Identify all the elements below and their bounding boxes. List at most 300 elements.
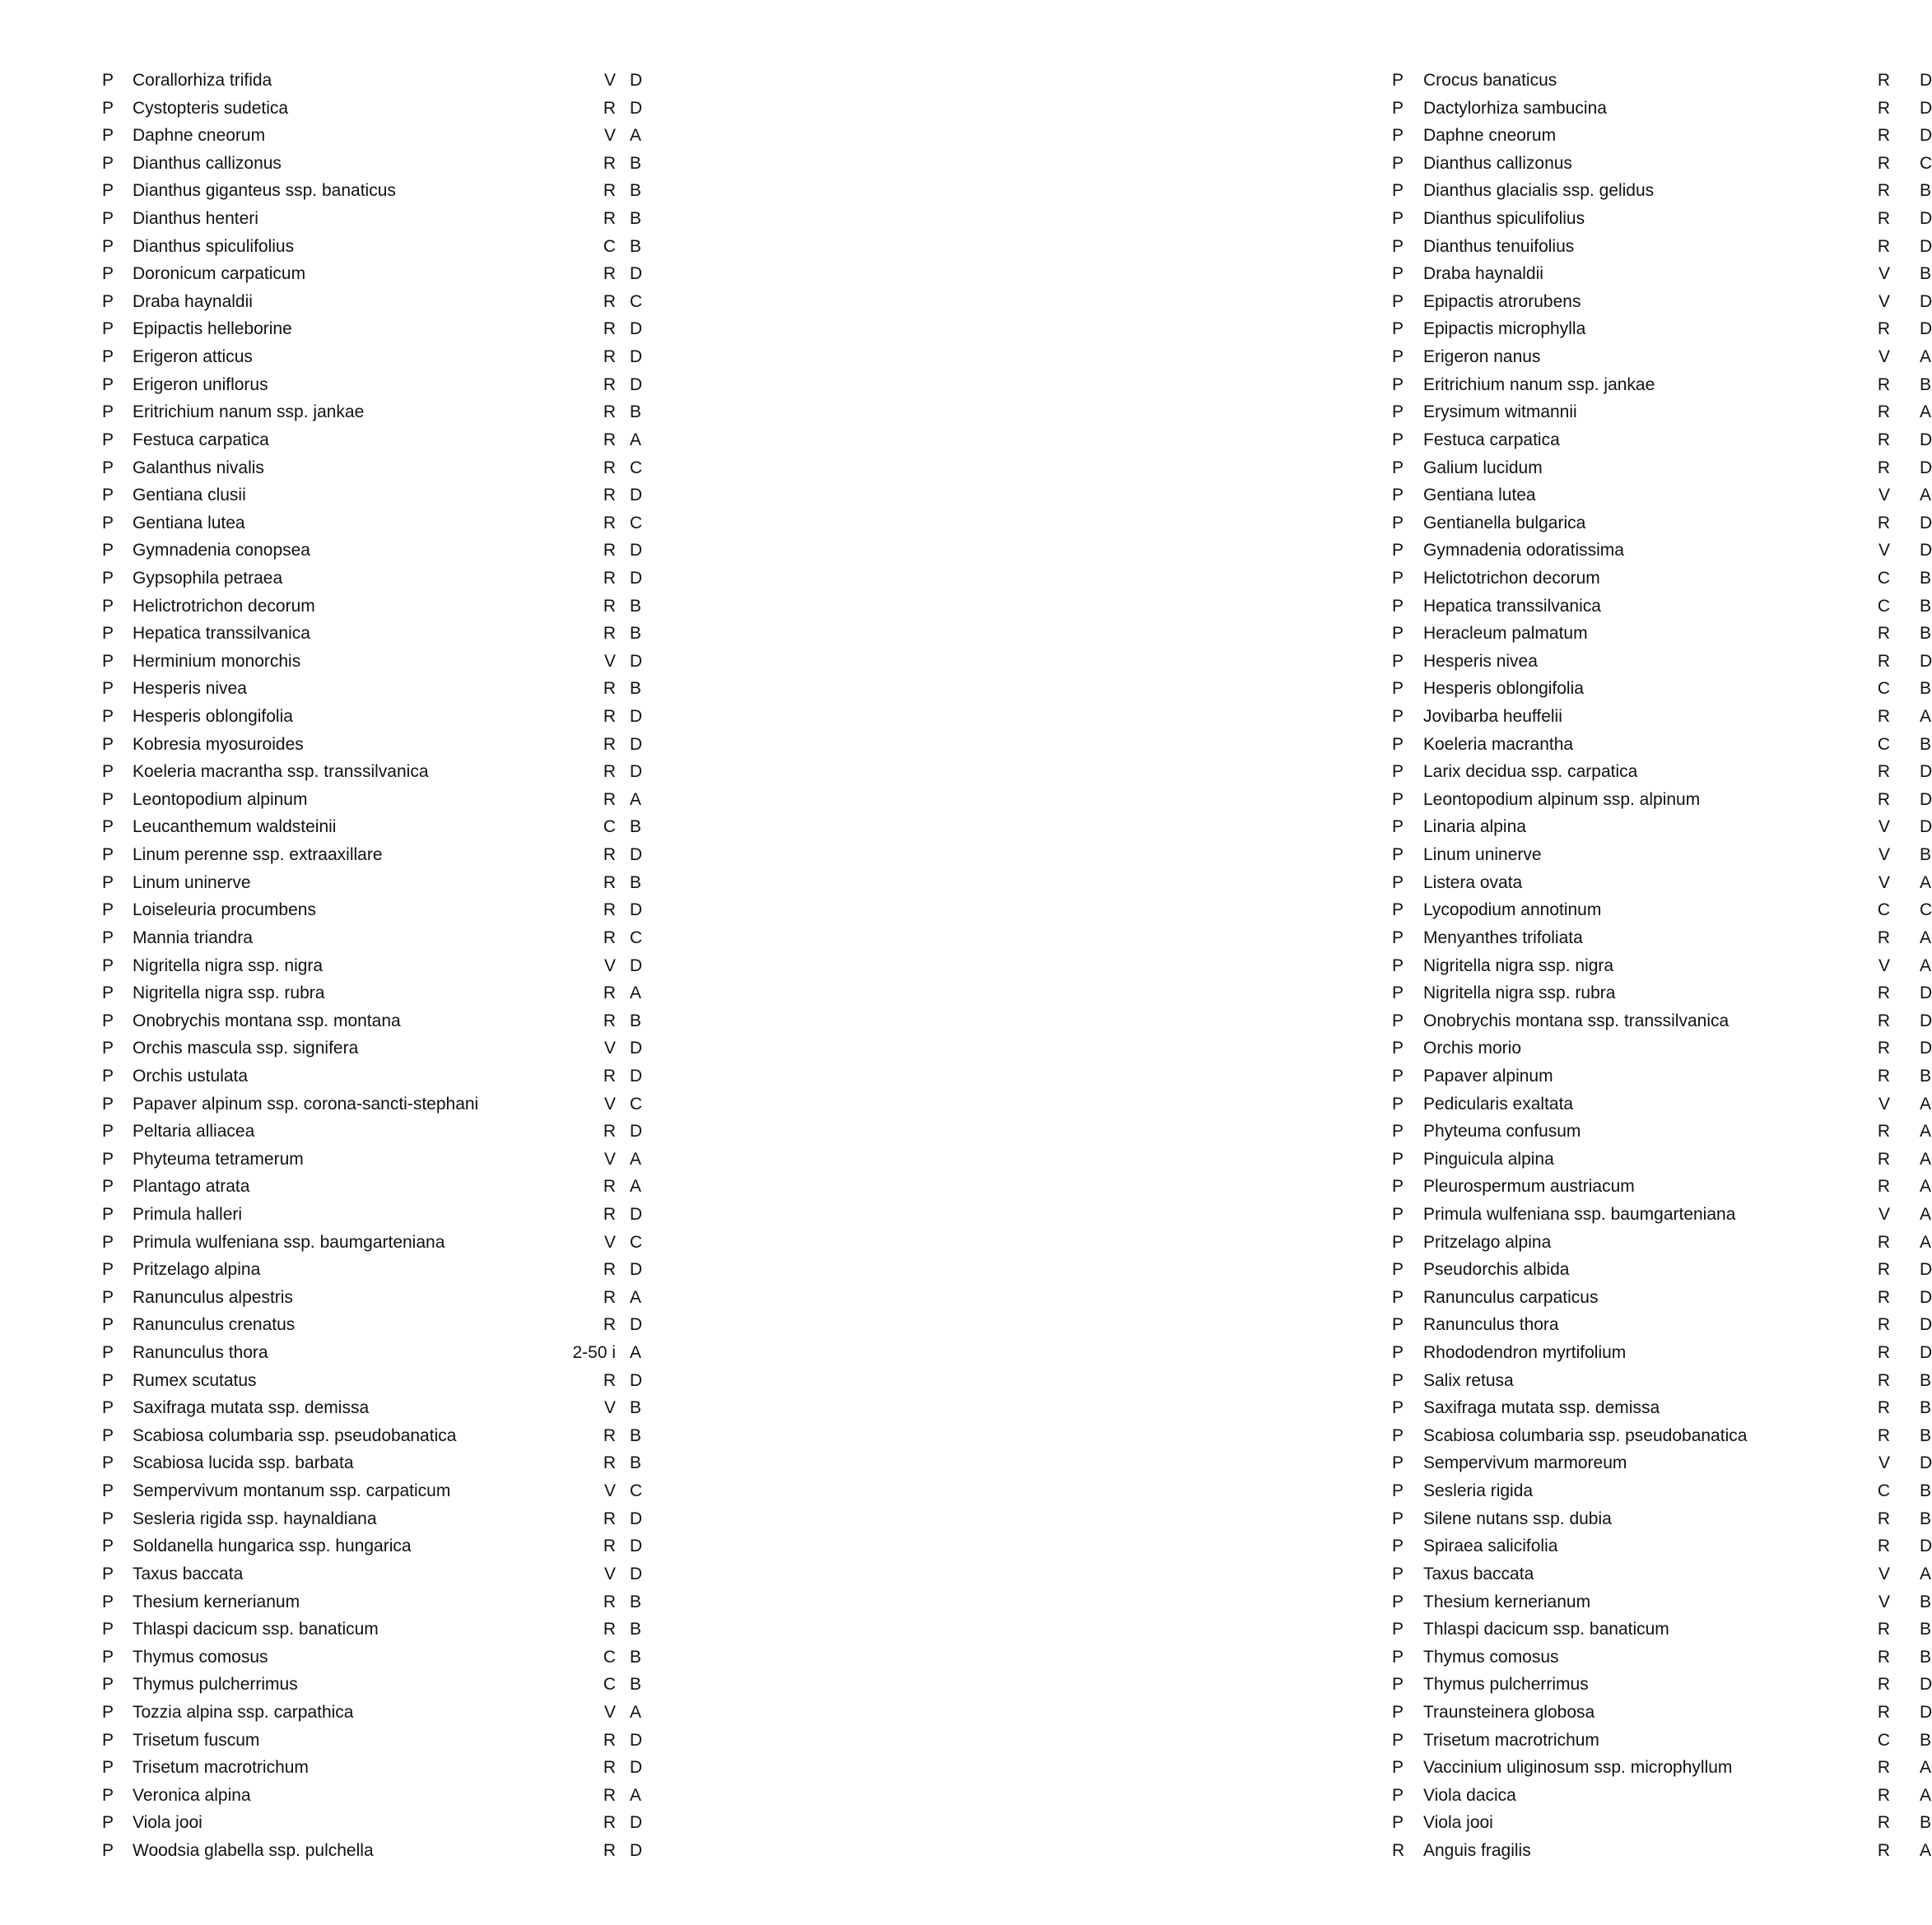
category-code: D	[1920, 1039, 1932, 1058]
table-row	[680, 841, 1932, 869]
status-code: R	[603, 153, 616, 173]
category-code: D	[630, 845, 643, 865]
group-code: P	[1392, 402, 1404, 422]
category-code: D	[1920, 1702, 1932, 1722]
table-row	[680, 1809, 1932, 1837]
status-code: R	[603, 181, 616, 201]
table-row	[0, 1090, 680, 1118]
category-code: B	[630, 596, 642, 616]
category-code: B	[630, 679, 642, 699]
table-row	[0, 869, 680, 897]
category-code: A	[1920, 1232, 1932, 1252]
table-row	[0, 1422, 680, 1450]
status-code: R	[603, 596, 616, 616]
species-name: Listera ovata	[1423, 872, 1523, 892]
species-name: Menyanthes trifoliata	[1423, 928, 1583, 947]
group-code: P	[102, 1370, 114, 1390]
status-code: R	[1877, 1702, 1890, 1722]
table-row	[680, 1477, 1932, 1505]
status-code: V	[1878, 1592, 1890, 1611]
status-code: R	[1877, 319, 1890, 339]
group-code: P	[1392, 264, 1404, 284]
species-name: Peltaria alliacea	[133, 1122, 255, 1142]
species-name: Orchis ustulata	[133, 1066, 249, 1086]
group-code: P	[102, 291, 114, 311]
group-code: P	[1392, 900, 1404, 920]
group-code: P	[102, 568, 114, 588]
group-code: P	[102, 789, 114, 809]
table-row	[680, 1532, 1932, 1560]
group-code: P	[1392, 1094, 1404, 1114]
category-code: A	[1920, 956, 1932, 975]
category-code: D	[1920, 983, 1932, 1003]
species-name: Sempervivum montanum ssp. carpaticum	[133, 1481, 451, 1501]
group-code: P	[102, 71, 114, 90]
group-code: P	[102, 1122, 114, 1142]
table-row	[0, 786, 680, 814]
group-code: P	[1392, 291, 1404, 311]
category-code: D	[630, 1841, 643, 1860]
category-code: B	[630, 1453, 642, 1473]
group-code: P	[1392, 1702, 1404, 1722]
category-code: D	[1920, 1537, 1932, 1556]
species-name: Doronicum carpaticum	[133, 264, 306, 284]
species-name: Ranunculus crenatus	[133, 1315, 296, 1335]
group-code: P	[1392, 872, 1404, 892]
table-row	[680, 1588, 1932, 1616]
table-row	[680, 1229, 1932, 1257]
group-code: P	[1392, 817, 1404, 837]
table-row	[680, 1671, 1932, 1699]
status-code: R	[1877, 1647, 1890, 1667]
species-name: Draba haynaldii	[1423, 264, 1543, 284]
species-name: Erigeron uniflorus	[133, 374, 268, 394]
status-code: V	[603, 1702, 616, 1722]
status-code: V	[1878, 956, 1890, 975]
category-code: A	[1920, 486, 1932, 505]
status-code: R	[603, 707, 616, 727]
status-code: R	[1877, 983, 1890, 1003]
category-code: D	[1920, 236, 1932, 256]
table-row	[0, 177, 680, 205]
table-row	[0, 371, 680, 399]
group-code: P	[102, 1730, 114, 1750]
group-code: P	[1392, 845, 1404, 865]
status-code: R	[1877, 181, 1890, 201]
group-code: P	[102, 1813, 114, 1833]
table-row	[680, 1367, 1932, 1395]
category-code: D	[630, 98, 643, 118]
table-row	[0, 1477, 680, 1505]
table-row	[0, 675, 680, 703]
category-code: B	[1920, 1481, 1932, 1501]
status-code: R	[1877, 1370, 1890, 1390]
group-code: P	[1392, 209, 1404, 229]
group-code: P	[1392, 1343, 1404, 1363]
status-code: R	[603, 872, 616, 892]
group-code: P	[1392, 1039, 1404, 1058]
table-row	[680, 177, 1932, 205]
group-code: P	[102, 1702, 114, 1722]
species-name: Herminium monorchis	[133, 651, 301, 671]
status-code: R	[603, 1287, 616, 1307]
table-row	[680, 1256, 1932, 1284]
species-name: Gentiana clusii	[133, 486, 246, 505]
table-row	[680, 205, 1932, 233]
species-name: Nigritella nigra ssp. nigra	[133, 956, 324, 975]
table-row	[680, 1837, 1932, 1865]
status-code: R	[603, 1730, 616, 1750]
group-code: P	[102, 928, 114, 947]
species-name: Papaver alpinum ssp. corona-sancti-stephani	[133, 1094, 479, 1114]
category-code: D	[630, 900, 643, 920]
category-code: D	[630, 486, 643, 505]
table-row	[0, 315, 680, 343]
table-row	[0, 95, 680, 123]
table-row	[0, 1727, 680, 1755]
category-code: B	[1920, 568, 1932, 588]
status-code: R	[1877, 458, 1890, 477]
category-code: A	[1920, 1204, 1932, 1224]
status-code: V	[1878, 1204, 1890, 1224]
species-name: Dianthus giganteus ssp. banaticus	[133, 181, 396, 201]
table-row	[0, 1616, 680, 1644]
table-row	[0, 952, 680, 980]
status-code: R	[603, 762, 616, 782]
category-code: D	[1920, 651, 1932, 671]
category-code: A	[630, 1343, 642, 1363]
group-code: P	[1392, 1758, 1404, 1778]
species-name: Pinguicula alpina	[1423, 1149, 1554, 1169]
status-code: R	[603, 98, 616, 118]
status-code: R	[603, 928, 616, 947]
status-code: C	[603, 817, 616, 837]
group-code: P	[1392, 1315, 1404, 1335]
species-name: Helictrotrichon decorum	[133, 596, 315, 616]
group-code: P	[1392, 1204, 1404, 1224]
category-code: C	[630, 1481, 643, 1501]
group-code: P	[102, 707, 114, 727]
category-code: D	[1920, 1260, 1932, 1280]
status-code: V	[603, 1564, 616, 1583]
category-code: A	[630, 1149, 642, 1169]
species-name: Koeleria macrantha	[1423, 734, 1574, 754]
status-code: V	[1878, 1564, 1890, 1583]
status-code: R	[603, 374, 616, 394]
group-code: P	[102, 1398, 114, 1418]
species-name: Nigritella nigra ssp. nigra	[1423, 956, 1614, 975]
species-name: Ranunculus carpaticus	[1423, 1287, 1599, 1307]
species-name: Linum uninerve	[133, 872, 251, 892]
table-row	[0, 620, 680, 648]
group-code: P	[102, 541, 114, 560]
group-code: P	[1392, 513, 1404, 532]
status-code: V	[1878, 291, 1890, 311]
group-code: P	[102, 1481, 114, 1501]
table-row	[0, 1505, 680, 1533]
category-code: D	[630, 374, 643, 394]
group-code: P	[102, 734, 114, 754]
status-code: R	[603, 679, 616, 699]
category-code: D	[1920, 1315, 1932, 1335]
category-code: A	[630, 1785, 642, 1805]
group-code: P	[102, 1039, 114, 1058]
category-code: B	[630, 1425, 642, 1445]
species-name: Corallorhiza trifida	[133, 71, 272, 90]
species-list-right	[680, 67, 1932, 1865]
group-code: P	[1392, 347, 1404, 367]
status-code: R	[1877, 98, 1890, 118]
status-code: R	[1877, 1066, 1890, 1086]
group-code: P	[102, 181, 114, 201]
category-code: A	[630, 1177, 642, 1197]
group-code: P	[102, 1841, 114, 1860]
table-row	[680, 1062, 1932, 1090]
species-name: Gentianella bulgarica	[1423, 513, 1586, 532]
species-name: Dianthus spiculifolius	[1423, 209, 1585, 229]
group-code: P	[1392, 734, 1404, 754]
species-name: Rumex scutatus	[133, 1370, 257, 1390]
category-code: A	[1920, 402, 1932, 422]
status-code: R	[603, 1620, 616, 1639]
table-row	[0, 1118, 680, 1146]
group-code: P	[1392, 1785, 1404, 1805]
group-code: P	[102, 679, 114, 699]
category-code: B	[630, 181, 642, 201]
status-code: R	[603, 900, 616, 920]
table-row	[0, 150, 680, 178]
status-code: R	[603, 1785, 616, 1805]
table-row	[680, 620, 1932, 648]
category-code: B	[1920, 181, 1932, 201]
table-row	[0, 731, 680, 759]
status-code: R	[1877, 1620, 1890, 1639]
status-code: R	[1877, 126, 1890, 146]
category-code: B	[630, 209, 642, 229]
status-code: R	[603, 1011, 616, 1030]
group-code: P	[102, 1758, 114, 1778]
status-code: R	[1877, 430, 1890, 449]
status-code: C	[1877, 1730, 1890, 1750]
category-code: B	[630, 624, 642, 644]
species-name: Thlaspi dacicum ssp. banaticum	[1423, 1620, 1669, 1639]
group-code: P	[102, 319, 114, 339]
table-row	[0, 1532, 680, 1560]
group-code: P	[102, 1287, 114, 1307]
table-row	[680, 1727, 1932, 1755]
table-row	[0, 1560, 680, 1588]
category-code: B	[630, 872, 642, 892]
category-code: A	[630, 430, 642, 449]
status-code: R	[1877, 1039, 1890, 1058]
category-code: D	[630, 568, 643, 588]
category-code: B	[630, 1592, 642, 1611]
species-name: Onobrychis montana ssp. montana	[133, 1011, 401, 1030]
group-code: P	[102, 98, 114, 118]
group-code: P	[1392, 679, 1404, 699]
category-code: B	[1920, 1066, 1932, 1086]
status-code: R	[1877, 707, 1890, 727]
table-row	[680, 1644, 1932, 1672]
species-name: Daphne cneorum	[1423, 126, 1557, 146]
species-name: Papaver alpinum	[1423, 1066, 1553, 1086]
table-row	[0, 537, 680, 565]
category-code: A	[1920, 1841, 1932, 1860]
category-code: D	[630, 347, 643, 367]
table-row	[680, 454, 1932, 482]
table-row	[680, 1754, 1932, 1782]
category-code: D	[630, 1066, 643, 1086]
table-row	[680, 1173, 1932, 1201]
table-row	[0, 481, 680, 509]
group-code: P	[1392, 1177, 1404, 1197]
species-name: Saxifraga mutata ssp. demissa	[1423, 1398, 1660, 1418]
category-code: D	[1920, 319, 1932, 339]
category-code: A	[1920, 1758, 1932, 1778]
table-row	[680, 343, 1932, 371]
category-code: A	[1920, 707, 1932, 727]
group-code: P	[1392, 1509, 1404, 1528]
group-code: P	[1392, 1287, 1404, 1307]
table-row	[680, 315, 1932, 343]
category-code: D	[630, 762, 643, 782]
category-code: D	[1920, 71, 1932, 90]
species-name: Viola jooi	[133, 1813, 203, 1833]
category-code: B	[630, 236, 642, 256]
status-code: C	[603, 1675, 616, 1695]
status-code: R	[603, 1537, 616, 1556]
category-code: B	[630, 402, 642, 422]
category-code: D	[630, 541, 643, 560]
table-row	[0, 454, 680, 482]
table-row	[680, 1616, 1932, 1644]
category-code: D	[630, 1758, 643, 1778]
group-code: P	[102, 983, 114, 1003]
table-row	[680, 813, 1932, 841]
species-name: Erysimum witmannii	[1423, 402, 1577, 422]
table-row	[680, 288, 1932, 316]
table-row	[680, 1782, 1932, 1810]
category-code: C	[630, 513, 643, 532]
status-code: R	[1877, 1315, 1890, 1335]
species-name: Taxus baccata	[133, 1564, 244, 1583]
table-row	[680, 1201, 1932, 1229]
group-code: P	[1392, 707, 1404, 727]
category-code: D	[1920, 209, 1932, 229]
table-row	[680, 537, 1932, 565]
group-code: P	[1392, 71, 1404, 90]
group-code: P	[102, 1343, 114, 1363]
status-code: R	[603, 1260, 616, 1280]
table-row	[680, 565, 1932, 593]
table-row	[680, 1284, 1932, 1312]
table-row	[680, 371, 1932, 399]
group-code: P	[102, 236, 114, 256]
category-code: A	[1920, 872, 1932, 892]
table-row	[0, 1754, 680, 1782]
status-code: R	[1877, 1813, 1890, 1833]
group-code: P	[1392, 236, 1404, 256]
group-code: P	[1392, 1730, 1404, 1750]
species-name: Gentiana lutea	[133, 513, 245, 532]
table-row	[0, 896, 680, 924]
species-name: Hepatica transsilvanica	[1423, 596, 1601, 616]
table-row	[680, 1007, 1932, 1035]
status-code: R	[603, 1758, 616, 1778]
status-code: C	[603, 236, 616, 256]
group-code: P	[1392, 1232, 1404, 1252]
table-row	[680, 426, 1932, 454]
status-code: R	[1877, 374, 1890, 394]
group-code: P	[1392, 181, 1404, 201]
status-code: R	[603, 983, 616, 1003]
species-name: Cystopteris sudetica	[133, 98, 289, 118]
table-row	[680, 509, 1932, 537]
species-name: Trisetum macrotrichum	[1423, 1730, 1599, 1750]
category-code: B	[1920, 1398, 1932, 1418]
table-row	[0, 288, 680, 316]
status-code: R	[1877, 1122, 1890, 1142]
table-row	[0, 813, 680, 841]
table-row	[0, 703, 680, 731]
status-code: R	[1877, 928, 1890, 947]
table-row	[680, 675, 1932, 703]
species-name: Primula wulfeniana ssp. baumgarteniana	[1423, 1204, 1736, 1224]
species-name: Galanthus nivalis	[133, 458, 264, 477]
category-code: D	[630, 1039, 643, 1058]
species-name: Draba haynaldii	[133, 291, 253, 311]
status-code: V	[1878, 817, 1890, 837]
table-row	[0, 841, 680, 869]
status-code: R	[603, 402, 616, 422]
category-code: A	[1920, 1785, 1932, 1805]
category-code: D	[630, 71, 643, 90]
group-code: P	[1392, 1481, 1404, 1501]
table-row	[680, 95, 1932, 123]
species-name: Ranunculus thora	[133, 1343, 268, 1363]
species-name: Anguis fragilis	[1423, 1841, 1531, 1860]
status-code: V	[603, 956, 616, 975]
table-row	[680, 703, 1932, 731]
species-name: Koeleria macrantha ssp. transsilvanica	[133, 762, 429, 782]
status-code: C	[603, 1647, 616, 1667]
table-row	[680, 648, 1932, 676]
category-code: A	[1920, 1564, 1932, 1583]
category-code: B	[630, 1675, 642, 1695]
category-code: D	[630, 1509, 643, 1528]
table-row	[680, 1118, 1932, 1146]
category-code: B	[1920, 845, 1932, 865]
group-code: P	[102, 1204, 114, 1224]
table-row	[0, 1394, 680, 1422]
category-code: D	[630, 1730, 643, 1750]
category-code: D	[1920, 817, 1932, 837]
species-name: Eritrichium nanum ssp. jankae	[133, 402, 365, 422]
status-code: R	[1877, 1675, 1890, 1695]
group-code: P	[102, 1232, 114, 1252]
status-code: R	[603, 1177, 616, 1197]
status-code: R	[1877, 1398, 1890, 1418]
category-code: C	[630, 458, 643, 477]
species-name: Leucanthemum waldsteinii	[133, 817, 337, 837]
species-name: Helictotrichon decorum	[1423, 568, 1600, 588]
group-code: P	[102, 513, 114, 532]
group-code: P	[1392, 651, 1404, 671]
table-row	[0, 398, 680, 426]
group-code: P	[102, 762, 114, 782]
group-code: P	[1392, 1592, 1404, 1611]
status-code: V	[603, 1398, 616, 1418]
